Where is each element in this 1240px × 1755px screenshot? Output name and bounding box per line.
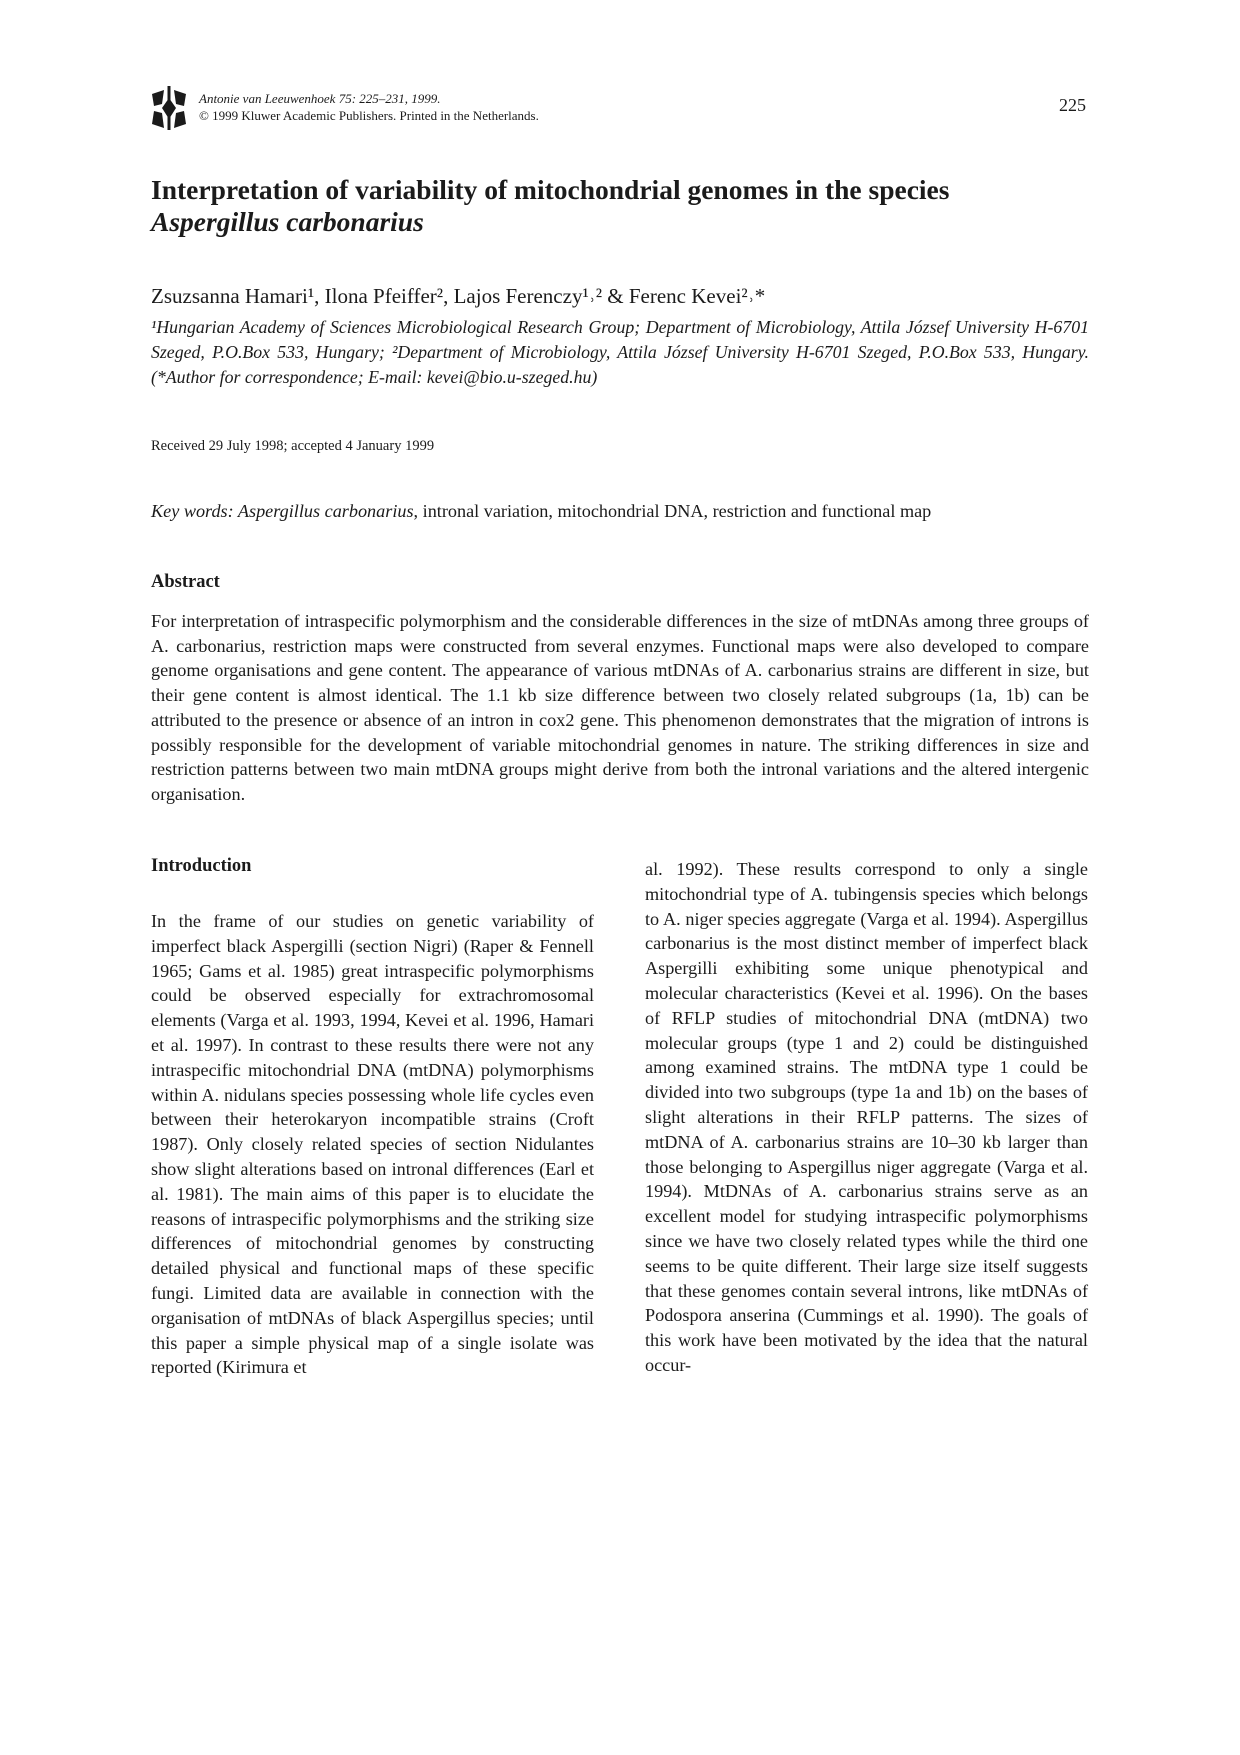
received-dates: Received 29 July 1998; accepted 4 January 1999	[151, 438, 435, 454]
journal-line-2: © 1999 Kluwer Academic Publishers. Printed in the Netherlands.	[199, 108, 539, 123]
keywords	[151, 501, 1091, 522]
abstract-heading: Abstract	[151, 572, 220, 592]
introduction-right-column: al. 1992). These results correspond to only a single mitochondrial type of A. tubingensis species which belongs to A. niger species aggregate (Varga et al. 1994). Aspergillus carbonarius is the most distinct member of imperfect black Aspergilli exhibiting some unique phenotypical and molecular characteristics (Kevei et al. 1996). On the bases of RFLP studies of mitochondrial DNA (mtDNA) two molecular groups (type 1 and 2) could be distinguished among examined strains. The mtDNA type 1 could be divided into two subgroups (type 1a and 1b) on the bases of slight alterations in their RFLP patterns. The sizes of mtDNA of A. carbonarius strains are 10–30 kb larger than those belonging to Aspergillus niger aggregate (Varga et al. 1994). MtDNAs of A. carbonarius strains serve as an excellent model for studying intraspecific polymorphisms since we have two closely related types while the third one seems to be quite different. Their large size itself suggests that these genomes contain several introns, like mtDNAs of Podospora anserina (Cummings et al. 1990). The goals of this work have been motivated by the idea that the natural occur-	[645, 859, 1088, 1375]
journal-citation	[199, 90, 539, 124]
introduction-left-column: In the frame of our studies on genetic variability of imperfect black Aspergilli (section Nigri) (Raper & Fennell 1965; Gams et al. 1985) great intraspecific polymorphisms could be observed especially for extrachromosomal elements (Varga et al. 1993, 1994, Kevei et al. 1996, Hamari et al. 1997). In contrast to these results there were not any intraspecific mitochondrial DNA (mtDNA) polymorphisms within A. nidulans species possessing whole life cycles even between their heterokaryon incompatible strains (Croft 1987). Only closely related species of section Nidulantes show slight alterations based on intronal differences (Earl et al. 1981). The main aims of this paper is to elucidate the reasons of intraspecific polymorphisms and the striking size differences of mitochondrial genomes by constructing detailed physical and functional maps of these specific fungi. Limited data are available in connection with the organisation of mtDNAs of black Aspergillus species; until this paper a simple physical map of a single isolate was reported (Kirimura et	[151, 911, 594, 1378]
journal-line-1: Antonie van Leeuwenhoek 75: 225–231, 1999.	[199, 91, 441, 106]
keywords-list: , intronal variation, mitochondrial DNA, restriction and functional map	[413, 501, 932, 521]
title-line-2: Aspergillus carbonarius	[151, 206, 424, 237]
kluwer-logo-icon	[150, 86, 188, 130]
affiliations: ¹Hungarian Academy of Sciences Microbiological Research Group; Department of Microbiology, Attila József University H-6701 Szeged, P.O.Box 533, Hungary; ²Department of Microbiology, Attila József University H-6701 Szeged, P.O.Box 533, Hungary. (*Author for correspondence; E-mail: kevei@bio.u-szeged.hu)	[151, 317, 1089, 387]
abstract-text: For interpretation of intraspecific polymorphism and the considerable differences in the size of mtDNAs among three groups of A. carbonarius, restriction maps were constructed from several enzymes. Functional maps were also developed to compare genome organisations and gene content. The appearance of various mtDNAs of A. carbonarius strains are different in size, but their gene content is almost identical. The 1.1 kb size difference between two closely related subgroups (1a, 1b) can be attributed to the presence or absence of an intron in cox2 gene. This phenomenon demonstrates that the migration of introns is possibly responsible for the development of variable mitochondrial genomes in nature. The striking differences in size and restriction patterns between two main mtDNA groups might derive from both the intronal variations and the altered intergenic organisation.	[151, 611, 1089, 804]
article-title	[151, 174, 1111, 238]
title-line-1: Interpretation of variability of mitochondrial genomes in the species	[151, 174, 950, 205]
keywords-label: Key words: Aspergillus carbonarius	[151, 501, 414, 521]
introduction-heading: Introduction	[151, 856, 252, 876]
author-list: Zsuzsanna Hamari¹, Ilona Pfeiffer², Lajos Ferenczy¹˒² & Ferenc Kevei²˒*	[151, 284, 766, 308]
page-number: 225	[1059, 95, 1086, 115]
